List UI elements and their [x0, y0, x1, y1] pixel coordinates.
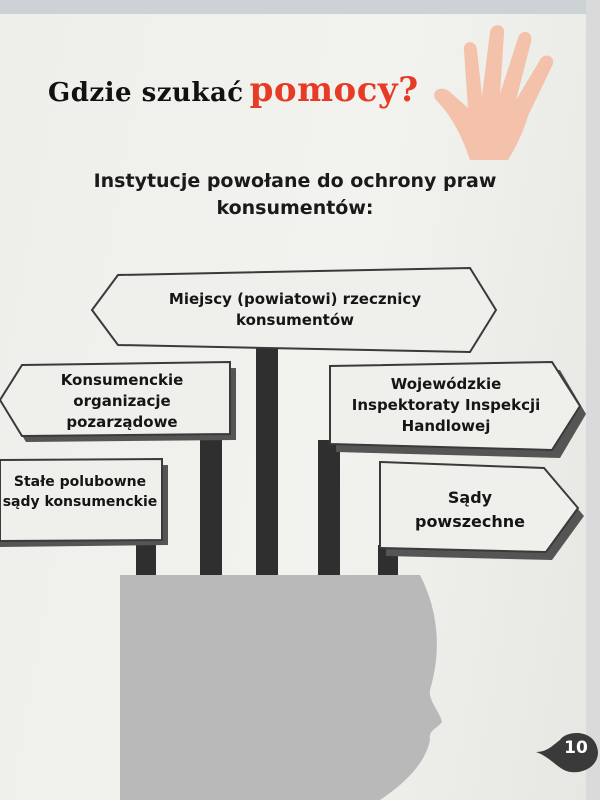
post-left-upper	[200, 435, 222, 575]
head-silhouette	[120, 575, 442, 800]
post-right-upper	[318, 440, 340, 575]
sign-left-lower-label: Stałe polubowne sądy konsumenckie	[2, 474, 158, 510]
page-number: 10	[564, 738, 588, 758]
sign-left-upper-label: Konsumenckie organizacje pozarządowe	[60, 371, 184, 431]
post-center	[256, 342, 278, 575]
title-part-1: Gdzie szukać	[48, 78, 244, 108]
title-part-2: pomocy?	[249, 70, 419, 110]
sign-right-upper-label: Wojewódzkie Inspektoraty Inspekcji Handlowej	[351, 375, 541, 435]
sign-right-lower-label: Sądy powszechne	[414, 488, 526, 531]
subtitle: Instytucje powołane do ochrony praw konsumentów:	[93, 170, 497, 219]
sign-center-label: Miejscy (powiatowi) rzecznicy konsumentów	[168, 290, 422, 329]
